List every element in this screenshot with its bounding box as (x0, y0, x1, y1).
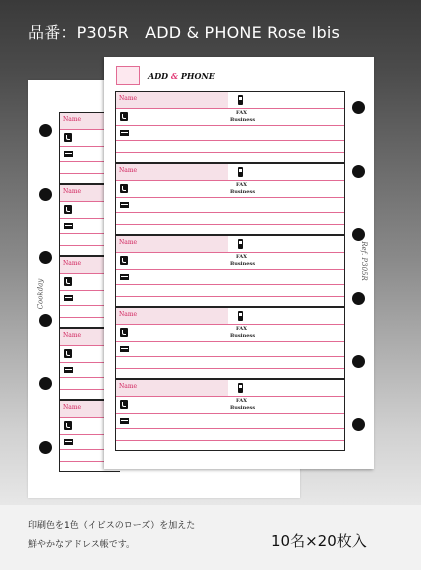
punch-hole (352, 355, 365, 368)
address-rule (116, 368, 344, 369)
address-rule (116, 440, 344, 441)
mobile-icon (238, 311, 243, 321)
address-entry (115, 163, 345, 235)
caption-spec: 10名×20枚入 (271, 532, 367, 550)
caption-line-1: 印刷色を1色（イビスのローズ）を加えた (28, 521, 196, 531)
fax-rule (116, 212, 344, 213)
punch-hole (352, 165, 365, 178)
fax-icon (120, 346, 129, 352)
phone-icon (120, 112, 128, 121)
address-entry (115, 307, 345, 379)
phone-icon (64, 133, 72, 142)
fax-icon (120, 202, 129, 208)
fax-icon (64, 151, 73, 157)
business-label: Business (230, 261, 256, 267)
name-label: Name (119, 239, 138, 246)
address-entry (115, 379, 345, 451)
fax-icon (64, 223, 73, 229)
phone-rule (116, 413, 344, 414)
punch-hole (39, 314, 52, 327)
business-label: Business (230, 189, 256, 195)
mobile-icon (238, 383, 243, 393)
punch-hole (39, 124, 52, 137)
fax-label: FAX (236, 110, 248, 116)
phone-icon (64, 205, 72, 214)
caption-description (28, 517, 195, 555)
name-rule (116, 324, 344, 325)
phone-icon (120, 328, 128, 337)
punch-hole (39, 251, 52, 264)
name-label: Name (119, 95, 138, 102)
fax-rule (116, 428, 344, 429)
product-title: 品番：P305R ADD & PHONE Rose Ibis (28, 23, 341, 42)
business-label: Business (230, 117, 256, 123)
name-label: Name (63, 404, 82, 411)
brand-suffix: PHONE (178, 71, 215, 81)
address-entry (115, 91, 345, 163)
punch-hole (39, 441, 52, 454)
front-sheet (104, 57, 374, 469)
fax-label: FAX (236, 398, 248, 404)
entry-separator (60, 471, 120, 472)
fax-icon (120, 130, 129, 136)
entry-separator (116, 450, 344, 451)
name-rule (116, 396, 344, 397)
fax-rule (116, 356, 344, 357)
fax-label: FAX (236, 254, 248, 260)
brand-logo-box (116, 66, 140, 85)
phone-icon (64, 421, 72, 430)
punch-hole (352, 228, 365, 241)
brand-prefix: ADD (148, 71, 171, 81)
fax-icon (120, 274, 129, 280)
punch-hole (352, 101, 365, 114)
fax-rule (116, 140, 344, 141)
name-label: Name (119, 311, 138, 318)
name-label: Name (119, 383, 138, 390)
fax-icon (64, 439, 73, 445)
phone-rule (116, 197, 344, 198)
phone-icon (120, 400, 128, 409)
name-rule (116, 180, 344, 181)
phone-icon (120, 184, 128, 193)
phone-rule (116, 125, 344, 126)
punch-hole (352, 418, 365, 431)
fax-icon (120, 418, 129, 424)
fax-label: FAX (236, 326, 248, 332)
caption-line-2: 鮮やかなアドレス帳です。 (28, 540, 136, 550)
punch-hole (39, 188, 52, 201)
name-label: Name (119, 167, 138, 174)
business-label: Business (230, 405, 256, 411)
name-label: Name (63, 188, 82, 195)
address-rule (116, 152, 344, 153)
mobile-icon (238, 95, 243, 105)
fax-icon (64, 295, 73, 301)
brand-title (148, 71, 215, 81)
front-side-label: Ref. P305R (359, 241, 368, 281)
name-rule (116, 108, 344, 109)
mobile-icon (238, 167, 243, 177)
phone-rule (116, 341, 344, 342)
phone-icon (64, 277, 72, 286)
phone-icon (120, 256, 128, 265)
address-rule (116, 296, 344, 297)
name-label: Name (63, 116, 82, 123)
fax-icon (64, 367, 73, 373)
name-rule (116, 252, 344, 253)
name-label: Name (63, 260, 82, 267)
brand-ampersand: & (170, 71, 179, 81)
business-label: Business (230, 333, 256, 339)
fax-label: FAX (236, 182, 248, 188)
name-label: Name (63, 332, 82, 339)
back-side-label: Cookday (36, 278, 45, 310)
phone-rule (116, 269, 344, 270)
address-entry (115, 235, 345, 307)
mobile-icon (238, 239, 243, 249)
punch-hole (352, 292, 365, 305)
punch-hole (39, 377, 52, 390)
address-rule (116, 224, 344, 225)
phone-icon (64, 349, 72, 358)
fax-rule (116, 284, 344, 285)
